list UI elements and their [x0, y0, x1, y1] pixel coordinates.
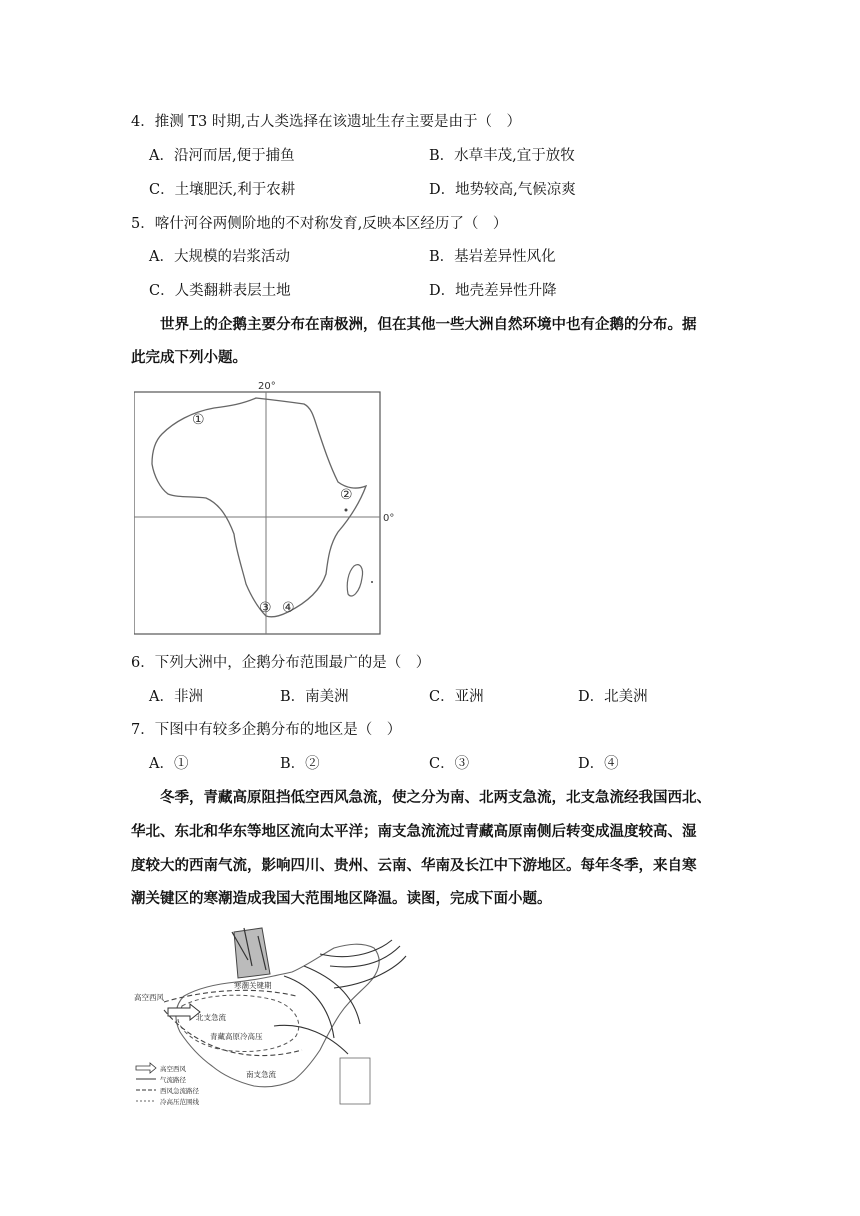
marker-3: ③ — [259, 600, 272, 616]
q4-option-d[interactable]: D．地势较高,气候凉爽 — [429, 182, 576, 198]
q5-option-a[interactable]: A．大规模的岩浆活动 — [149, 249, 290, 265]
q4-option-c[interactable]: C．土壤肥沃,利于农耕 — [149, 182, 296, 198]
legend-jet: 西风急流路径 — [160, 1087, 199, 1095]
south-branch-label: 南支急流 — [246, 1070, 276, 1079]
q4-option-a[interactable]: A．沿河而居,便于捕鱼 — [149, 148, 295, 164]
key-region-label: 寒潮关键期 — [234, 981, 272, 990]
passage3-line3: 度较大的西南气流，影响四川、贵州、云南、华南及长江中下游地区。每年冬季，来自寒 — [131, 857, 697, 874]
q6-option-a[interactable]: A．非洲 — [149, 689, 203, 705]
north-branch-label: 北支急流 — [196, 1013, 226, 1022]
q5-option-b[interactable]: B．基岩差异性风化 — [429, 249, 556, 265]
longitude-label: 20° — [258, 381, 276, 392]
legend-airflow: 气流路径 — [160, 1076, 186, 1084]
q6-option-b[interactable]: B．南美洲 — [280, 689, 349, 705]
q5-option-c[interactable]: C．人类翻耕表层土地 — [149, 283, 291, 299]
q7-option-c[interactable]: C．③ — [429, 756, 470, 772]
q6-stem: 6．下列大洲中，企鹅分布范围最广的是（ ） — [131, 655, 431, 671]
plateau-high-label: 青藏高原冷高压 — [210, 1032, 263, 1041]
latitude-label: 0° — [383, 513, 394, 524]
q7-stem: 7．下图中有较多企鹅分布的地区是（ ） — [131, 722, 402, 738]
q4-stem: 4．推测 T3 时期,古人类选择在该遗址生存主要是由于（ ） — [131, 114, 521, 130]
q6-option-d[interactable]: D．北美洲 — [578, 689, 648, 705]
marker-4: ④ — [282, 600, 295, 616]
africa-map — [134, 378, 394, 638]
marker-1: ① — [192, 412, 205, 428]
westerly-label: 高空西风 — [134, 993, 164, 1002]
legend-westerly: 高空西风 — [160, 1065, 186, 1073]
legend-high: 冷高压范围线 — [160, 1098, 199, 1106]
q7-option-b[interactable]: B．② — [280, 756, 320, 772]
passage2-line1: 世界上的企鹅主要分布在南极洲，但在其他一些大洲自然环境中也有企鹅的分布。据 — [160, 316, 697, 333]
passage3-line1: 冬季，青藏高原阻挡低空西风急流，使之分为南、北两支急流，北支急流经我国西北、 — [160, 789, 711, 806]
q5-stem: 5．喀什河谷两侧阶地的不对称发育,反映本区经历了（ ） — [131, 216, 508, 232]
marker-2: ② — [340, 487, 353, 503]
q5-option-d[interactable]: D．地壳差异性升降 — [429, 283, 557, 299]
q7-option-d[interactable]: D．④ — [578, 756, 619, 772]
cold-wave-map — [134, 926, 414, 1108]
passage3-line4: 潮关键区的寒潮造成我国大范围地区降温。读图，完成下面小题。 — [131, 890, 552, 907]
q7-option-a[interactable]: A．① — [149, 756, 189, 772]
q6-option-c[interactable]: C．亚洲 — [429, 689, 484, 705]
passage2-line2: 此完成下列小题。 — [131, 349, 247, 366]
passage3-line2: 华北、东北和华东等地区流向太平洋；南支急流流过青藏高原南侧后转变成温度较高、湿 — [131, 823, 697, 840]
q4-option-b[interactable]: B．水草丰茂,宜于放牧 — [429, 148, 575, 164]
cold-wave-key-region — [234, 928, 270, 978]
map-legend — [136, 1063, 200, 1106]
